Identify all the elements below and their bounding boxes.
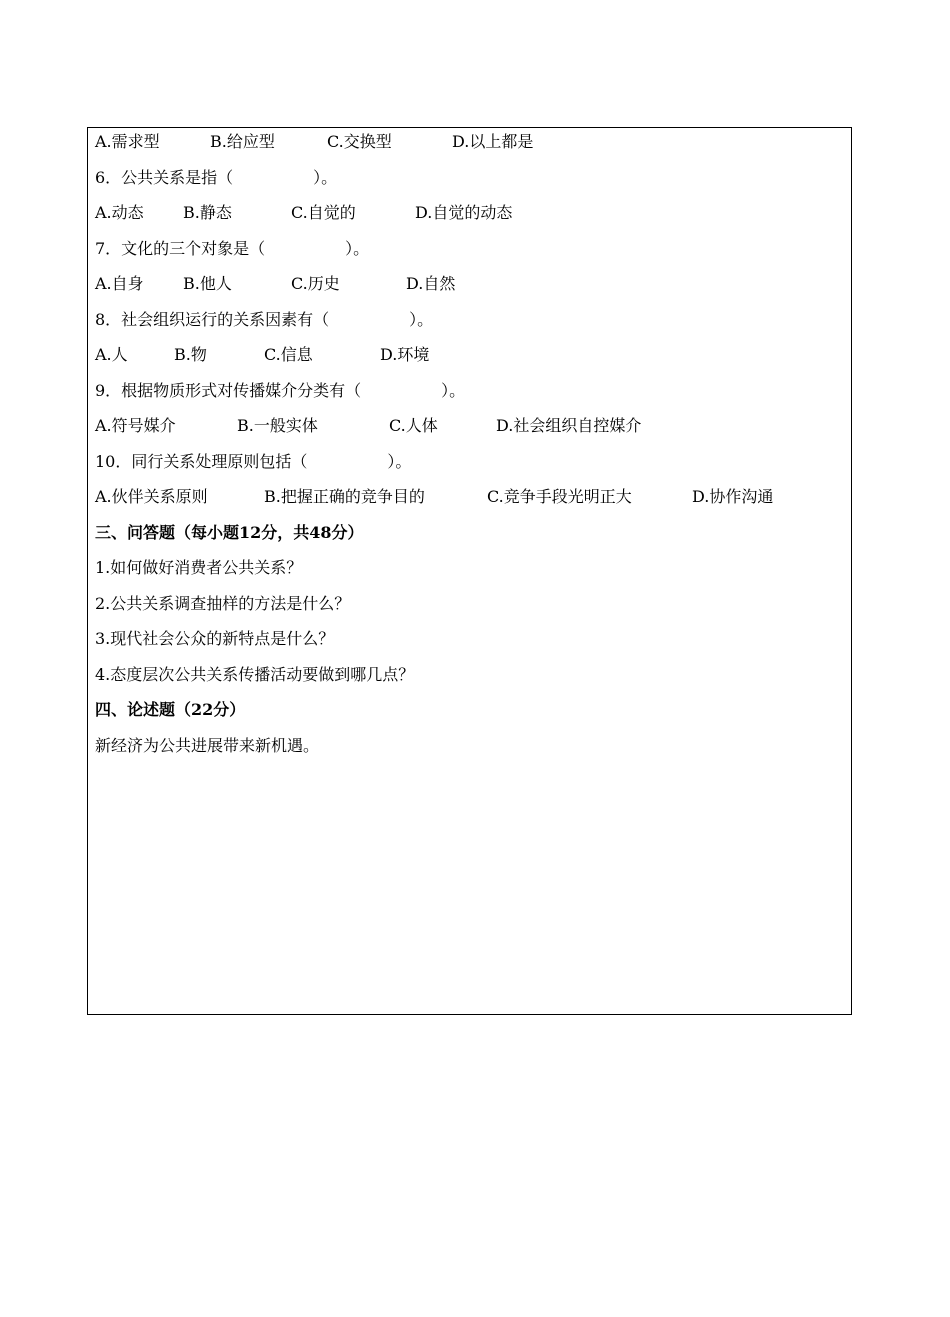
option-c: C.竞争手段光明正大 (487, 487, 632, 506)
option-b: B.给应型 (210, 132, 275, 151)
option-a: A.人 (95, 345, 128, 364)
option-c: C.人体 (389, 416, 438, 435)
option-a: A.需求型 (95, 132, 160, 151)
essay-prompt-text: 新经济为公共进展带来新机遇。 (95, 736, 320, 755)
question-6-text: 6．公共关系是指（ ）。 (95, 168, 338, 187)
option-d: D.自然 (406, 274, 456, 293)
option-a: A.符号媒介 (95, 416, 176, 435)
option-b: B.物 (174, 345, 207, 364)
option-a: A.伙伴关系原则 (95, 487, 208, 506)
option-c: C.信息 (264, 345, 313, 364)
question-10-text: 10．同行关系处理原则包括（ ）。 (95, 452, 412, 471)
question-9-text: 9．根据物质形式对传播媒介分类有（ ）。 (95, 381, 466, 400)
option-d: D.环境 (380, 345, 430, 364)
question-text: 3.现代社会公众的新特点是什么？ (95, 629, 335, 648)
option-a: A.动态 (95, 203, 144, 222)
option-b: B.把握正确的竞争目的 (264, 487, 425, 506)
question-text: 1.如何做好消费者公共关系？ (95, 558, 303, 577)
question-8-text: 8．社会组织运行的关系因素有（ ）。 (95, 310, 434, 329)
option-d: D.社会组织自控媒介 (496, 416, 642, 435)
section-3-heading-text: 三、问答题（每小题12分，共48分） (95, 523, 364, 542)
question-7-text: 7．文化的三个对象是（ ）。 (95, 239, 370, 258)
option-d: D.以上都是 (452, 132, 534, 151)
option-b: B.一般实体 (237, 416, 318, 435)
option-c: C.历史 (291, 274, 340, 293)
option-b: B.静态 (183, 203, 232, 222)
question-text: 4.态度层次公共关系传播活动要做到哪几点？ (95, 665, 415, 684)
option-d: D.协作沟通 (692, 487, 774, 506)
section-4-heading-text: 四、论述题（22分） (95, 700, 246, 719)
option-a: A.自身 (95, 274, 144, 293)
option-d: D.自觉的动态 (415, 203, 513, 222)
option-c: C.交换型 (327, 132, 392, 151)
option-c: C.自觉的 (291, 203, 356, 222)
question-text: 2.公共关系调查抽样的方法是什么？ (95, 594, 351, 613)
option-b: B.他人 (183, 274, 232, 293)
